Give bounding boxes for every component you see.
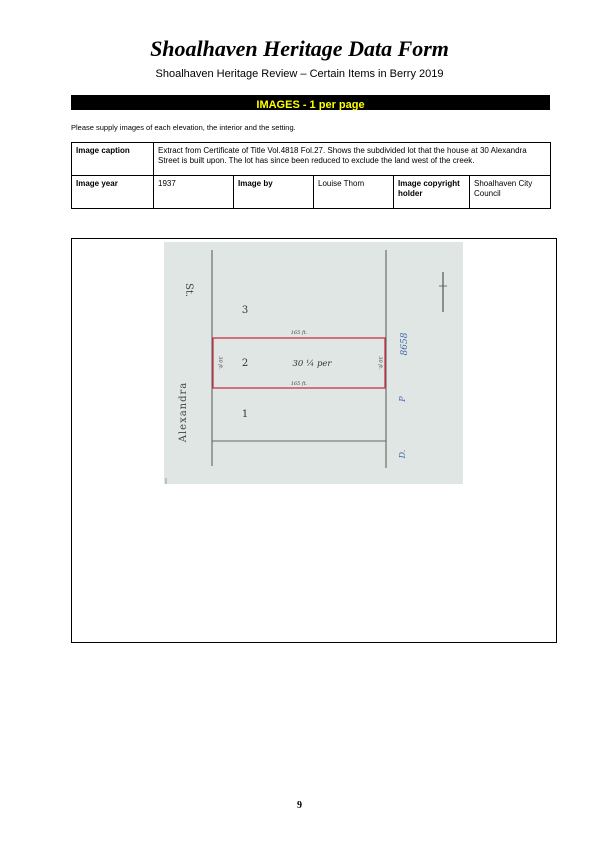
image-copyright-label: Image copyright holder — [394, 176, 470, 209]
page-title: Shoalhaven Heritage Data Form — [150, 36, 449, 61]
page-number: 9 — [297, 800, 302, 811]
title-plan-svg — [164, 242, 463, 484]
street-label-alexandra: Alexandra — [178, 381, 189, 443]
dp-d-label: D. — [398, 449, 407, 459]
image-metadata-table — [71, 142, 551, 209]
image-caption-label: Image caption — [72, 143, 154, 176]
dp-p-label: P — [398, 396, 407, 402]
street-label-st: St. — [183, 282, 194, 298]
table-row — [72, 143, 551, 176]
image-copyright-value: Shoalhaven City Council — [470, 176, 551, 209]
dim-right-label: 30 ft. — [377, 356, 383, 370]
page-subtitle: Shoalhaven Heritage Review – Certain Items in Berry 2019 — [155, 68, 444, 80]
section-banner — [71, 95, 550, 110]
lot-2-number: 2 — [241, 358, 249, 369]
image-by-value: Louise Thom — [314, 176, 394, 209]
dim-top-label: 165 ft. — [290, 330, 308, 336]
dim-left-label: 30 ft. — [217, 356, 223, 370]
image-year-value: 1937 — [154, 176, 234, 209]
title-plan-image — [164, 242, 463, 484]
lot-area-label: 30 ¼ per — [292, 359, 332, 369]
dim-bottom-label: 165 ft. — [290, 381, 308, 387]
instructions-text: Please supply images of each elevation, the interior and the setting. — [71, 123, 296, 132]
image-year-label: Image year — [72, 176, 154, 209]
image-by-label: Image by — [234, 176, 314, 209]
table-row — [72, 176, 551, 209]
lot-3-number: 3 — [241, 305, 249, 316]
lot-1-number: 1 — [241, 409, 249, 420]
section-banner-label: IMAGES - 1 per page — [256, 99, 365, 111]
dp-number-label: 8658 — [400, 332, 410, 356]
image-caption-value: Extract from Certificate of Title Vol.4818 Fol.27. Shows the subdivided lot that the house at 30 Alexandra Street is built upon. The lot has since been reduced to exclude the land west of the creek. — [154, 143, 551, 176]
